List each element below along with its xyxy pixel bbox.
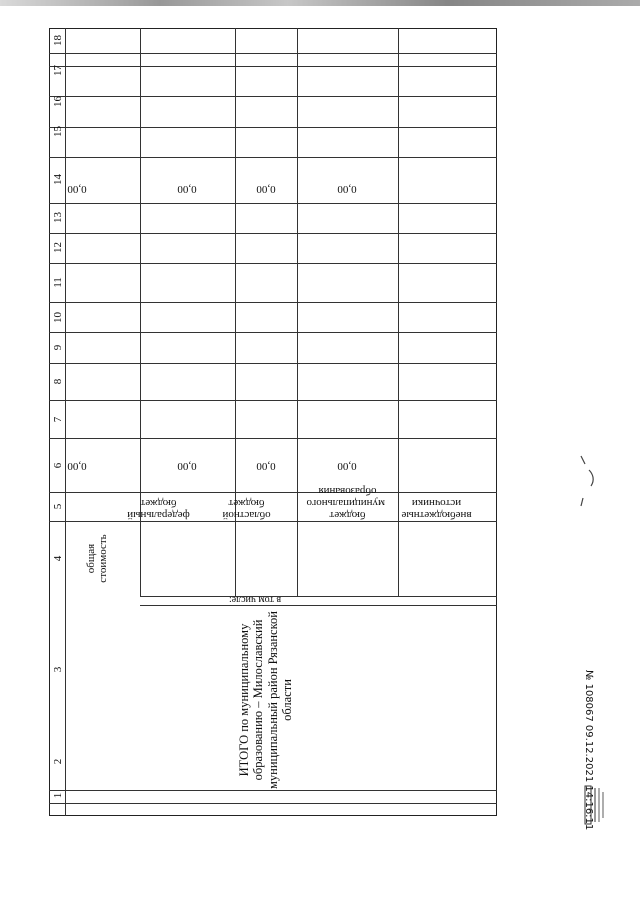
column-number: 14 (52, 174, 64, 185)
value-col6-total: 0,00 (67, 460, 87, 472)
total-row-label: ИТОГО по муниципальному образованию – Милославский муниципальный район Рязанской области (237, 611, 295, 789)
column-number: 16 (52, 96, 64, 107)
value-col14-regional: 0,00 (256, 183, 276, 195)
document-stamp: № 108067 09.12.2021 14:16:11 (583, 670, 594, 831)
column-number: 5 (52, 503, 64, 510)
column-boundary (49, 400, 497, 401)
column-number: 13 (52, 212, 64, 223)
column-boundary (49, 263, 497, 264)
column-number: 4 (52, 555, 64, 562)
column-number: 15 (52, 126, 64, 137)
row-label-total: общая стоимость (85, 534, 110, 583)
registry-logo (583, 782, 613, 828)
column-number: 12 (52, 242, 64, 253)
value-col6-federal: 0,00 (177, 460, 197, 472)
value-col14-municipal: 0,00 (337, 183, 357, 195)
column-boundary (49, 233, 497, 234)
column-boundary (49, 66, 497, 67)
column-boundary (49, 157, 497, 158)
row-boundary (65, 28, 66, 816)
column-number: 18 (52, 35, 64, 46)
column-boundary (49, 203, 497, 204)
column-boundary (49, 803, 497, 804)
column-boundary (49, 127, 497, 128)
column-number: 3 (52, 666, 64, 673)
column-boundary (140, 605, 497, 606)
column-number: 10 (52, 312, 64, 323)
column-boundary (49, 790, 497, 791)
column-boundary (49, 96, 497, 97)
row-label-offbudget: внебюджетные источники (401, 496, 472, 521)
column-number: 9 (52, 344, 64, 351)
column-number: 2 (52, 758, 64, 765)
including-label: в том числе: (228, 594, 282, 605)
value-col14-federal: 0,00 (177, 183, 197, 195)
column-boundary (49, 492, 497, 493)
column-number: 17 (52, 65, 64, 76)
column-boundary (49, 363, 497, 364)
pen-mark (573, 450, 603, 510)
column-number: 7 (52, 416, 64, 423)
value-col14-total: 0,00 (67, 183, 87, 195)
column-number: 8 (52, 378, 64, 385)
value-col6-municipal: 0,00 (337, 460, 357, 472)
column-boundary (49, 521, 497, 522)
row-label-federal: федеральный бюджет (127, 496, 190, 521)
column-boundary (49, 53, 497, 54)
row-label-regional: областной бюджет (222, 496, 271, 521)
row-boundary (297, 28, 298, 596)
column-number: 6 (52, 462, 64, 469)
column-boundary (49, 332, 497, 333)
row-label-municipal: бюджет муниципального образования (306, 484, 385, 521)
column-boundary (49, 438, 497, 439)
column-boundary (49, 302, 497, 303)
scan-edge-mark (0, 0, 640, 6)
column-number: 11 (52, 277, 64, 288)
value-col6-regional: 0,00 (256, 460, 276, 472)
column-number: 1 (52, 792, 64, 799)
